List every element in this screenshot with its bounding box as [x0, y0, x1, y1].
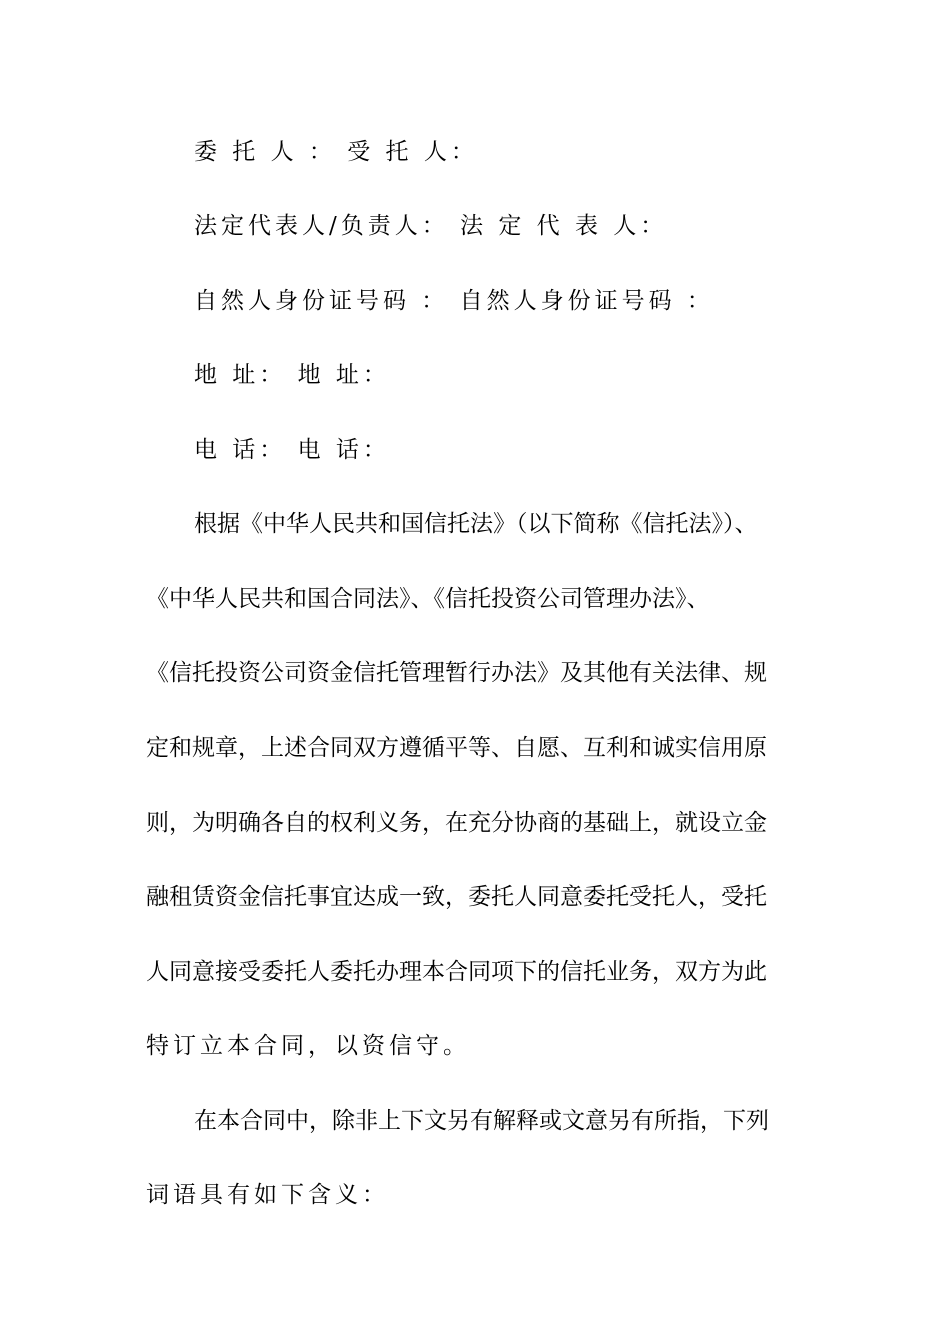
preamble-line-2: 《中华人民共和国合同法》、《信托投资公司管理办法》、 [146, 586, 710, 612]
preamble-line-1: 根据《中华人民共和国信托法》（以下简称《信托法》）、 [194, 511, 758, 537]
preamble-line-6: 融租赁资金信托事宜达成一致，委托人同意委托受托人，受托 [146, 884, 767, 910]
id-number-line: 自然人身份证号码 ： 自然人身份证号码 ： [194, 288, 714, 314]
preamble-line-7: 人同意接受委托人委托办理本合同项下的信托业务，双方为此 [146, 959, 767, 985]
definitions-line-1: 在本合同中，除非上下文另有解释或文意另有所指，下列 [194, 1108, 769, 1134]
principal-trustee-line: 委 托 人 ： 受 托 人： [194, 139, 478, 165]
phone-line: 电 话： 电 话： [194, 437, 390, 463]
preamble-line-3: 《信托投资公司资金信托管理暂行办法》及其他有关法律、规 [146, 660, 767, 686]
preamble-line-5: 则，为明确各自的权利义务，在充分协商的基础上，就设立金 [146, 810, 767, 836]
preamble-line-4: 定和规章，上述合同双方遵循平等、自愿、互利和诚实信用原 [146, 735, 767, 761]
legal-representative-line: 法定代表人/负责人： 法 定 代 表 人： [194, 213, 668, 239]
address-line: 地 址： 地 址： [194, 362, 390, 388]
preamble-line-8: 特订立本合同，以资信守。 [146, 1033, 470, 1059]
definitions-line-2: 词语具有如下含义： [146, 1182, 389, 1208]
